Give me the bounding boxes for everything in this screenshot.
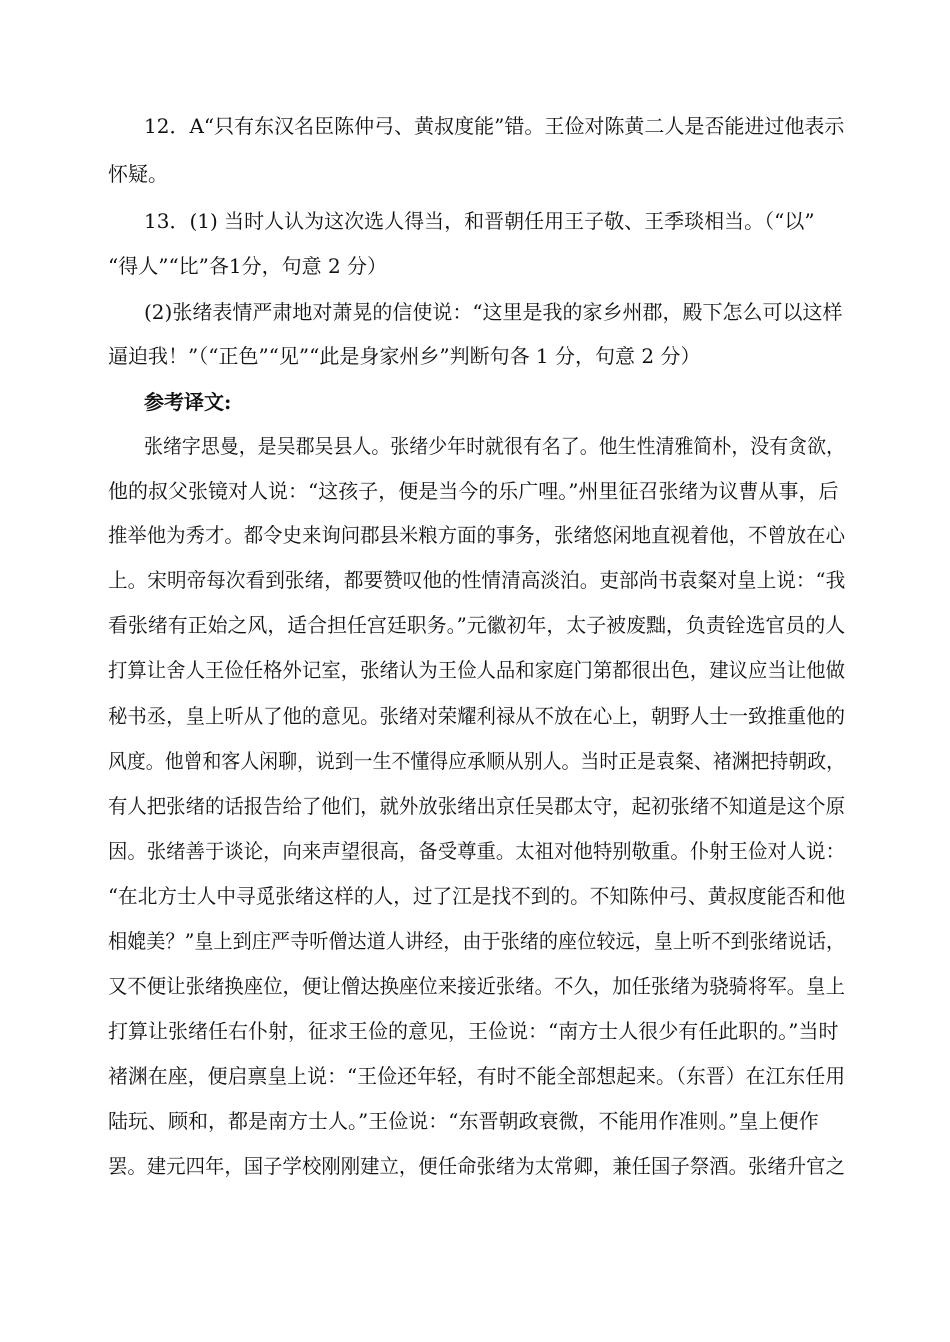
- translation-line: 打算让张绪任右仆射，征求王俭的意见，王俭说：“南方士人很少有任此职的。”当时: [108, 1019, 839, 1043]
- translation-line: 他的叔父张镜对人说：“这孩子，便是当今的乐广哩。”州里征召张绪为议曹从事，后: [108, 479, 839, 503]
- translation-line: 陆玩、顾和，都是南方士人。”王俭说：“东晋朝政衰微，不能用作准则。”皇上便作: [108, 1109, 819, 1133]
- translation-line: 相媲美？”皇上到庄严寺听僧达道人讲经，由于张绪的座位较远，皇上听不到张绪说话，: [108, 929, 846, 953]
- answer-13-2-line-1: (2)张绪表情严肃地对萧晃的信使说：“这里是我的家乡州郡，殿下怎么可以这样: [144, 300, 843, 324]
- translation-line: 上。宋明帝每次看到张绪，都要赞叹他的性情清高淡泊。吏部尚书袁粲对皇上说：“我: [108, 568, 846, 592]
- answer-13-1-line-1: 13．(1) 当时人认为这次选人得当，和晋朝任用王子敬、王季琰相当。（“以”: [144, 209, 815, 233]
- translation-heading: 参考译文:: [144, 390, 232, 414]
- translation-line: “在北方士人中寻觅张绪这样的人，过了江是找不到的。不知陈仲弓、黄叔度能否和他: [108, 884, 846, 908]
- translation-line: 张绪字思曼，是吴郡吴县人。张绪少年时就很有名了。他生性清雅简朴，没有贪欲，: [144, 434, 846, 458]
- answer-12-line-2: 怀疑。: [108, 162, 168, 186]
- translation-line: 风度。他曾和客人闲聊，说到一生不懂得应承顺从别人。当时正是袁粲、褚渊把持朝政，: [108, 749, 846, 773]
- translation-line: 罢。建元四年，国子学校刚刚建立，便任命张绪为太常卿，兼任国子祭酒。张绪升官之: [108, 1154, 845, 1178]
- translation-line: 有人把张绪的话报告给了他们，就外放张绪出京任吴郡太守，起初张绪不知道是这个原: [108, 794, 845, 818]
- translation-line: 推举他为秀才。都令史来询问郡县米粮方面的事务，张绪悠闲地直视着他，不曾放在心: [108, 523, 845, 547]
- answer-13-1-line-2: “得人”“比”各1分，句意 2 分）: [108, 254, 388, 278]
- translation-line: 看张绪有正始之风，适合担任宫廷职务。”元徽初年，太子被废黜，负责铨选官员的人: [108, 613, 846, 637]
- translation-line: 打算让舍人王俭任格外记室，张绪认为王俭人品和家庭门第都很出色，建议应当让他做: [108, 658, 845, 682]
- translation-line: 褚渊在座，便启禀皇上说：“王俭还年轻，有时不能全部想起来。（东晋）在江东任用: [108, 1064, 846, 1088]
- answer-12-line-1: 12．A“只有东汉名臣陈仲弓、黄叔度能”错。王俭对陈黄二人是否能进过他表示: [144, 114, 845, 138]
- translation-line: 又不便让张绪换座位，便让僧达换座位来接近张绪。不久，加任张绪为骁骑将军。皇上: [108, 974, 845, 998]
- translation-line: 因。张绪善于谈论，向来声望很高，备受尊重。太祖对他特别敬重。仆射王俭对人说：: [108, 839, 845, 863]
- translation-line: 秘书丞，皇上听从了他的意见。张绪对荣耀利禄从不放在心上，朝野人士一致推重他的: [108, 704, 845, 728]
- answer-13-2-line-2: 逼迫我！”（“正色”“见”“此是身家州乡”判断句各 1 分，句意 2 分）: [108, 344, 701, 368]
